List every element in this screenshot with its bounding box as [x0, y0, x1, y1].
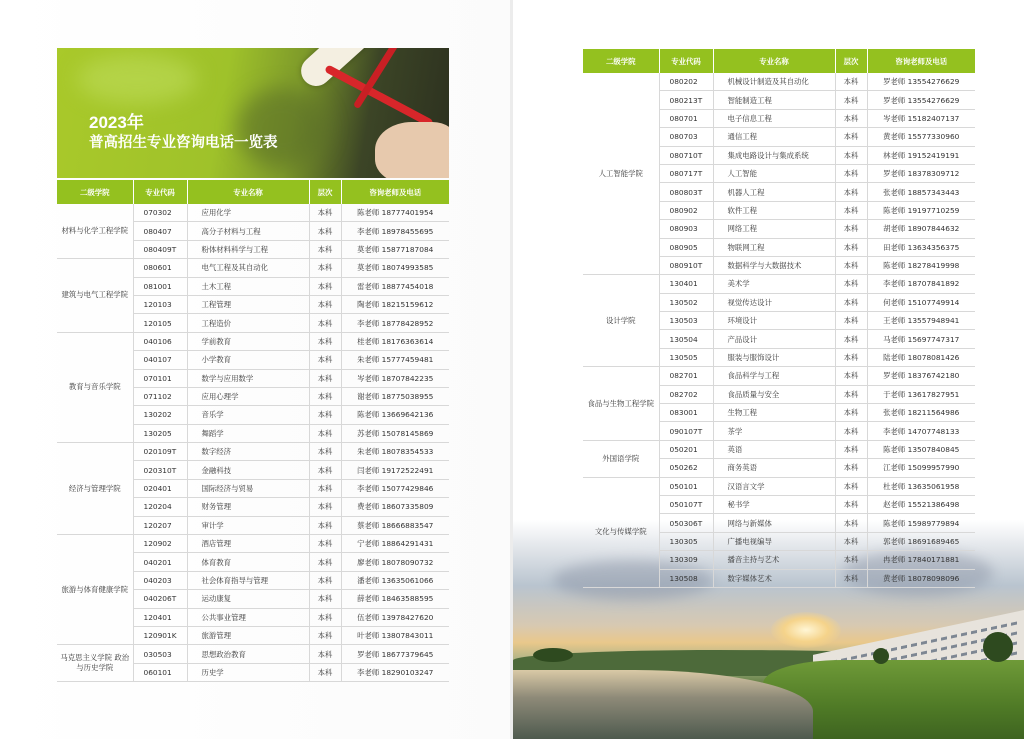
level-cell: 本科	[309, 608, 341, 626]
code-cell: 090107T	[659, 422, 713, 440]
major-name-cell: 学前教育	[187, 332, 309, 350]
contact-cell: 莫老师 15877187084	[341, 240, 449, 258]
level-cell: 本科	[309, 204, 341, 222]
header-college: 二级学院	[583, 49, 659, 73]
major-name-cell: 数学与应用数学	[187, 369, 309, 387]
contact-cell: 于老师 13617827951	[867, 385, 975, 403]
code-cell: 050306T	[659, 514, 713, 532]
tree	[533, 648, 573, 662]
major-name-cell: 高分子材料与工程	[187, 222, 309, 240]
code-cell: 080905	[659, 238, 713, 256]
code-cell: 120105	[133, 314, 187, 332]
contact-cell: 罗老师 18378309712	[867, 164, 975, 182]
level-cell: 本科	[835, 146, 867, 164]
level-cell: 本科	[309, 314, 341, 332]
major-name-cell: 社会体育指导与管理	[187, 571, 309, 589]
major-name-cell: 电子信息工程	[713, 109, 835, 127]
level-cell: 本科	[835, 275, 867, 293]
table-row	[583, 73, 975, 91]
code-cell: 080902	[659, 201, 713, 219]
code-cell: 040206T	[133, 590, 187, 608]
contact-cell: 罗老师 13554276629	[867, 73, 975, 91]
header-contact: 咨询老师及电话	[867, 49, 975, 73]
code-cell: 071102	[133, 387, 187, 405]
major-name-cell: 生物工程	[713, 404, 835, 422]
major-name-cell: 人工智能	[713, 164, 835, 182]
level-cell: 本科	[835, 495, 867, 513]
contact-cell: 廖老师 18078090732	[341, 553, 449, 571]
level-cell: 本科	[835, 330, 867, 348]
table-header-row	[57, 180, 449, 204]
sun	[771, 612, 841, 648]
college-cell: 经济与管理学院	[57, 443, 133, 535]
major-name-cell: 汉语言文学	[713, 477, 835, 495]
major-name-cell: 食品质量与安全	[713, 385, 835, 403]
contact-cell: 罗老师 18376742180	[867, 367, 975, 385]
contact-cell: 陈老师 15989779894	[867, 514, 975, 532]
contact-cell: 陆老师 18078081426	[867, 348, 975, 366]
level-cell: 本科	[835, 238, 867, 256]
major-name-cell: 运动康复	[187, 590, 309, 608]
header-contact: 咨询老师及电话	[341, 180, 449, 204]
contact-cell: 岑老师 15182407137	[867, 109, 975, 127]
table-row	[583, 275, 975, 293]
contact-cell: 薛老师 18463588595	[341, 590, 449, 608]
header-level: 层次	[835, 49, 867, 73]
major-name-cell: 通信工程	[713, 128, 835, 146]
header-code: 专业代码	[659, 49, 713, 73]
level-cell: 本科	[835, 293, 867, 311]
code-cell: 120902	[133, 535, 187, 553]
level-cell: 本科	[309, 626, 341, 644]
level-cell: 本科	[835, 569, 867, 587]
contact-cell: 陈老师 13669642136	[341, 406, 449, 424]
level-cell: 本科	[835, 477, 867, 495]
code-cell: 080601	[133, 259, 187, 277]
level-cell: 本科	[835, 201, 867, 219]
contact-cell: 叶老师 13807843011	[341, 626, 449, 644]
level-cell: 本科	[309, 645, 341, 663]
major-name-cell: 数据科学与大数据技术	[713, 256, 835, 274]
major-name-cell: 小学教育	[187, 351, 309, 369]
code-cell: 050107T	[659, 495, 713, 513]
major-name-cell: 应用化学	[187, 204, 309, 222]
level-cell: 本科	[835, 256, 867, 274]
major-name-cell: 网络工程	[713, 220, 835, 238]
major-name-cell: 工程管理	[187, 295, 309, 313]
header-code: 专业代码	[133, 180, 187, 204]
major-name-cell: 审计学	[187, 516, 309, 534]
banner-title	[89, 112, 278, 154]
contact-cell: 陈老师 19197710259	[867, 201, 975, 219]
major-name-cell: 工程造价	[187, 314, 309, 332]
level-cell: 本科	[309, 424, 341, 442]
code-cell: 082702	[659, 385, 713, 403]
code-cell: 080910T	[659, 256, 713, 274]
major-name-cell: 播音主持与艺术	[713, 551, 835, 569]
table-row	[57, 645, 449, 663]
major-name-cell: 英语	[713, 440, 835, 458]
contact-cell: 赵老师 15521386498	[867, 495, 975, 513]
code-cell: 120401	[133, 608, 187, 626]
code-cell: 050262	[659, 459, 713, 477]
table-row	[57, 535, 449, 553]
college-cell: 食品与生物工程学院	[583, 367, 659, 441]
contact-cell: 陈老师 18777401954	[341, 204, 449, 222]
major-name-cell: 产品设计	[713, 330, 835, 348]
contact-cell: 江老师 15099957990	[867, 459, 975, 477]
code-cell: 050201	[659, 440, 713, 458]
major-name-cell: 机械设计制造及其自动化	[713, 73, 835, 91]
code-cell: 080717T	[659, 164, 713, 182]
code-cell: 080701	[659, 109, 713, 127]
level-cell: 本科	[835, 385, 867, 403]
code-cell: 080202	[659, 73, 713, 91]
code-cell: 130503	[659, 312, 713, 330]
header-name: 专业名称	[713, 49, 835, 73]
code-cell: 120103	[133, 295, 187, 313]
contact-cell: 马老师 15697747317	[867, 330, 975, 348]
level-cell: 本科	[835, 348, 867, 366]
level-cell: 本科	[309, 259, 341, 277]
code-cell: 080903	[659, 220, 713, 238]
major-name-cell: 数字经济	[187, 443, 309, 461]
code-cell: 130205	[133, 424, 187, 442]
level-cell: 本科	[835, 422, 867, 440]
banner	[57, 48, 449, 178]
major-name-cell: 粉体材料科学与工程	[187, 240, 309, 258]
level-cell: 本科	[835, 183, 867, 201]
contact-cell: 谢老师 18775038955	[341, 387, 449, 405]
header-name: 专业名称	[187, 180, 309, 204]
college-cell: 马克思主义学院 政治与历史学院	[57, 645, 133, 682]
code-cell: 130504	[659, 330, 713, 348]
code-cell: 040203	[133, 571, 187, 589]
contact-cell: 冉老师 17840171881	[867, 551, 975, 569]
table-row	[583, 440, 975, 458]
level-cell: 本科	[309, 332, 341, 350]
college-cell: 材料与化学工程学院	[57, 204, 133, 259]
table-row	[57, 443, 449, 461]
level-cell: 本科	[309, 387, 341, 405]
contact-cell: 杜老师 13635061958	[867, 477, 975, 495]
level-cell: 本科	[309, 479, 341, 497]
contact-cell: 何老师 15107749914	[867, 293, 975, 311]
table-row	[583, 367, 975, 385]
code-cell: 130401	[659, 275, 713, 293]
level-cell: 本科	[309, 663, 341, 681]
college-cell: 外国语学院	[583, 440, 659, 477]
code-cell: 080803T	[659, 183, 713, 201]
code-cell: 130508	[659, 569, 713, 587]
major-name-cell: 思想政治教育	[187, 645, 309, 663]
level-cell: 本科	[309, 553, 341, 571]
major-name-cell: 历史学	[187, 663, 309, 681]
code-cell: 120901K	[133, 626, 187, 644]
major-name-cell: 酒店管理	[187, 535, 309, 553]
major-name-cell: 财务管理	[187, 498, 309, 516]
level-cell: 本科	[835, 514, 867, 532]
level-cell: 本科	[309, 277, 341, 295]
contact-cell: 胡老师 18907844632	[867, 220, 975, 238]
major-name-cell: 金融科技	[187, 461, 309, 479]
contact-cell: 黄老师 18078098096	[867, 569, 975, 587]
majors-table-left	[57, 180, 449, 682]
major-name-cell: 商务英语	[713, 459, 835, 477]
major-name-cell: 国际经济与贸易	[187, 479, 309, 497]
major-name-cell: 集成电路设计与集成系统	[713, 146, 835, 164]
major-name-cell: 音乐学	[187, 406, 309, 424]
contact-cell: 岑老师 18707842235	[341, 369, 449, 387]
contact-cell: 陈老师 18278419998	[867, 256, 975, 274]
table-header-row	[583, 49, 975, 73]
major-name-cell: 网络与新媒体	[713, 514, 835, 532]
contact-cell: 田老师 13634356375	[867, 238, 975, 256]
contact-cell: 桂老师 18176363614	[341, 332, 449, 350]
college-cell: 教育与音乐学院	[57, 332, 133, 442]
code-cell: 080213T	[659, 91, 713, 109]
contact-cell: 罗老师 13554276629	[867, 91, 975, 109]
contact-cell: 陶老师 18215159612	[341, 295, 449, 313]
contact-cell: 潘老师 13635061066	[341, 571, 449, 589]
code-cell: 080409T	[133, 240, 187, 258]
tree	[873, 648, 889, 664]
code-cell: 130305	[659, 532, 713, 550]
major-name-cell: 机器人工程	[713, 183, 835, 201]
contact-cell: 伍老师 13978427620	[341, 608, 449, 626]
table-row	[57, 259, 449, 277]
college-cell: 建筑与电气工程学院	[57, 259, 133, 333]
level-cell: 本科	[835, 91, 867, 109]
major-name-cell: 茶学	[713, 422, 835, 440]
level-cell: 本科	[835, 551, 867, 569]
level-cell: 本科	[309, 369, 341, 387]
level-cell: 本科	[309, 590, 341, 608]
header-college: 二级学院	[57, 180, 133, 204]
code-cell: 130502	[659, 293, 713, 311]
major-name-cell: 美术学	[713, 275, 835, 293]
code-cell: 030503	[133, 645, 187, 663]
table-row	[57, 204, 449, 222]
contact-cell: 雷老师 18877454018	[341, 277, 449, 295]
level-cell: 本科	[309, 571, 341, 589]
major-name-cell: 体育教育	[187, 553, 309, 571]
contact-cell: 李老师 18978455695	[341, 222, 449, 240]
level-cell: 本科	[835, 73, 867, 91]
code-cell: 130505	[659, 348, 713, 366]
level-cell: 本科	[835, 404, 867, 422]
code-cell: 080407	[133, 222, 187, 240]
code-cell: 130202	[133, 406, 187, 424]
level-cell: 本科	[835, 128, 867, 146]
major-name-cell: 公共事业管理	[187, 608, 309, 626]
code-cell: 130309	[659, 551, 713, 569]
code-cell: 040107	[133, 351, 187, 369]
major-name-cell: 环境设计	[713, 312, 835, 330]
level-cell: 本科	[835, 220, 867, 238]
major-name-cell: 土木工程	[187, 277, 309, 295]
contact-cell: 李老师 18778428952	[341, 314, 449, 332]
level-cell: 本科	[309, 461, 341, 479]
code-cell: 020401	[133, 479, 187, 497]
level-cell: 本科	[309, 351, 341, 369]
contact-cell: 林老师 19152419191	[867, 146, 975, 164]
contact-cell: 莫老师 18074993585	[341, 259, 449, 277]
level-cell: 本科	[309, 498, 341, 516]
contact-cell: 李老师 15077429846	[341, 479, 449, 497]
level-cell: 本科	[309, 222, 341, 240]
major-name-cell: 广播电视编导	[713, 532, 835, 550]
level-cell: 本科	[309, 443, 341, 461]
majors-table-right	[583, 49, 975, 588]
contact-cell: 王老师 13557948941	[867, 312, 975, 330]
major-name-cell: 旅游管理	[187, 626, 309, 644]
major-name-cell: 软件工程	[713, 201, 835, 219]
contact-cell: 苏老师 15078145869	[341, 424, 449, 442]
college-cell: 设计学院	[583, 275, 659, 367]
code-cell: 040201	[133, 553, 187, 571]
major-name-cell: 视觉传达设计	[713, 293, 835, 311]
contact-cell: 郭老师 18691689465	[867, 532, 975, 550]
level-cell: 本科	[309, 406, 341, 424]
contact-cell: 费老师 18607335809	[341, 498, 449, 516]
contact-cell: 蔡老师 18666883547	[341, 516, 449, 534]
contact-cell: 朱老师 15777459481	[341, 351, 449, 369]
contact-cell: 李老师 18290103247	[341, 663, 449, 681]
level-cell: 本科	[309, 516, 341, 534]
code-cell: 080710T	[659, 146, 713, 164]
major-name-cell: 舞蹈学	[187, 424, 309, 442]
code-cell: 081001	[133, 277, 187, 295]
code-cell: 040106	[133, 332, 187, 350]
level-cell: 本科	[835, 459, 867, 477]
tree	[983, 632, 1013, 662]
level-cell: 本科	[835, 312, 867, 330]
level-cell: 本科	[309, 240, 341, 258]
major-name-cell: 智能制造工程	[713, 91, 835, 109]
contact-cell: 张老师 18857343443	[867, 183, 975, 201]
banner-year: 2023年	[89, 113, 144, 132]
code-cell: 060101	[133, 663, 187, 681]
code-cell: 070302	[133, 204, 187, 222]
contact-cell: 闫老师 19172522491	[341, 461, 449, 479]
major-name-cell: 数字媒体艺术	[713, 569, 835, 587]
level-cell: 本科	[309, 535, 341, 553]
college-cell: 旅游与体育健康学院	[57, 535, 133, 645]
code-cell: 080703	[659, 128, 713, 146]
level-cell: 本科	[835, 532, 867, 550]
code-cell: 083001	[659, 404, 713, 422]
major-name-cell: 应用心理学	[187, 387, 309, 405]
major-name-cell: 物联网工程	[713, 238, 835, 256]
code-cell: 050101	[659, 477, 713, 495]
level-cell: 本科	[835, 367, 867, 385]
level-cell: 本科	[835, 164, 867, 182]
code-cell: 020310T	[133, 461, 187, 479]
contact-cell: 罗老师 18677379645	[341, 645, 449, 663]
header-level: 层次	[309, 180, 341, 204]
level-cell: 本科	[835, 440, 867, 458]
contact-cell: 李老师 18707841892	[867, 275, 975, 293]
code-cell: 120204	[133, 498, 187, 516]
contact-cell: 黄老师 15577330960	[867, 128, 975, 146]
code-cell: 070101	[133, 369, 187, 387]
major-name-cell: 服装与服饰设计	[713, 348, 835, 366]
code-cell: 082701	[659, 367, 713, 385]
college-cell: 人工智能学院	[583, 73, 659, 275]
contact-cell: 陈老师 13507840845	[867, 440, 975, 458]
left-page	[0, 0, 510, 739]
right-page	[513, 0, 1024, 739]
major-name-cell: 电气工程及其自动化	[187, 259, 309, 277]
major-name-cell: 秘书学	[713, 495, 835, 513]
college-cell: 文化与传媒学院	[583, 477, 659, 587]
code-cell: 120207	[133, 516, 187, 534]
banner-blur	[77, 54, 197, 104]
major-name-cell: 食品科学与工程	[713, 367, 835, 385]
table-row	[583, 477, 975, 495]
level-cell: 本科	[835, 109, 867, 127]
hand-image	[375, 122, 449, 178]
contact-cell: 朱老师 18078354533	[341, 443, 449, 461]
level-cell: 本科	[309, 295, 341, 313]
contact-cell: 李老师 14707748133	[867, 422, 975, 440]
table-row	[57, 332, 449, 350]
contact-cell: 张老师 18211564986	[867, 404, 975, 422]
contact-cell: 宁老师 18864291431	[341, 535, 449, 553]
banner-heading: 普高招生专业咨询电话一览表	[89, 135, 278, 151]
code-cell: 020109T	[133, 443, 187, 461]
